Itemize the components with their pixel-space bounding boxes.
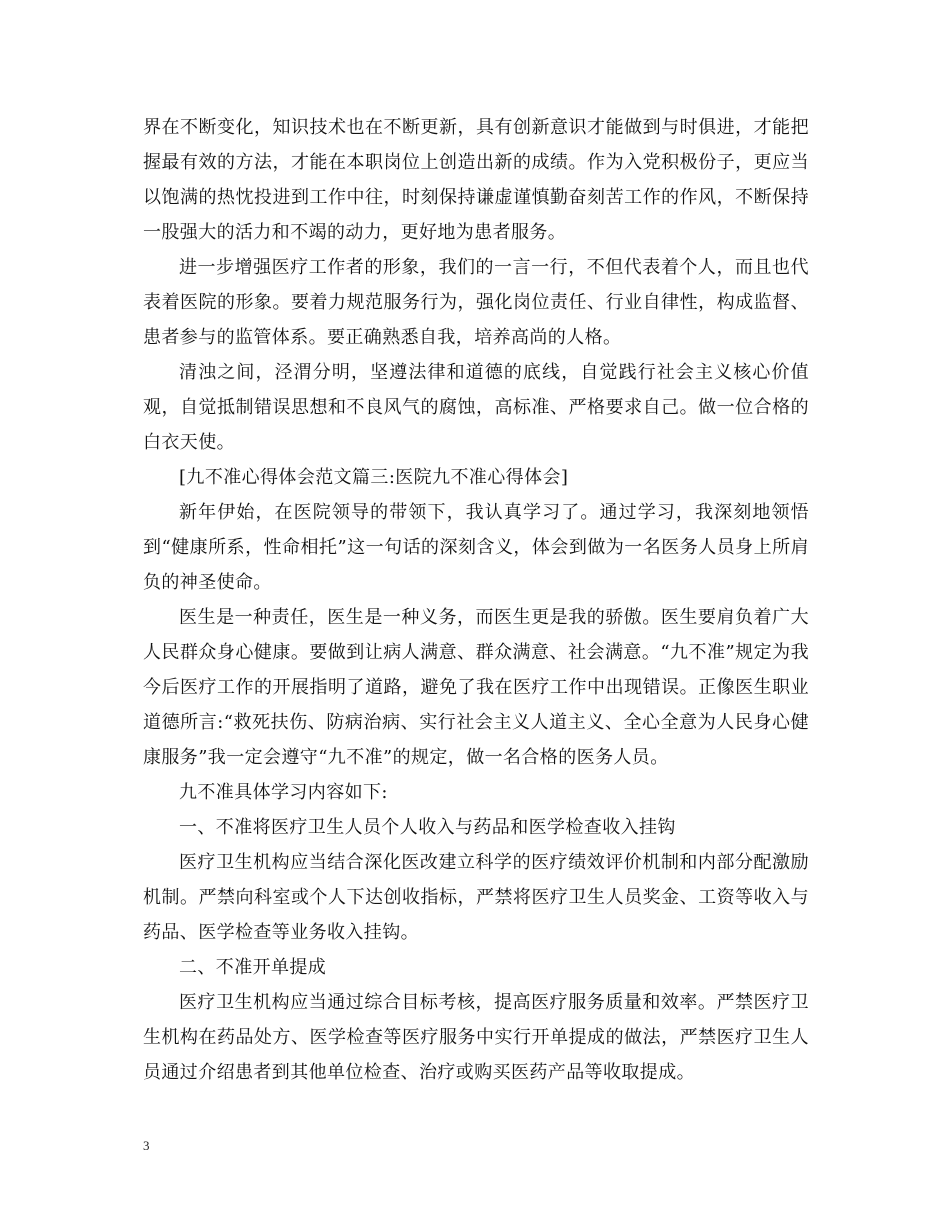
page-number: 3 (143, 1138, 150, 1153)
document-body (143, 110, 809, 1090)
rule-heading-two: 二、不准开单提成 (179, 957, 327, 978)
paragraph-doctor-responsibility: 医生是一种责任，医生是一种义务，而医生更是我的骄傲。医生要肩负着广大人民群众身心健康。要做到让病人满意、群众满意、社会满意。“九不准”规定为我今后医疗工作的开展指明了道路，避免了我在医疗工作中出现错误。正像医生职业道德所言:“救死扶伤、防病治病、实行社会主义人道主义、全心全意为人民身心健康服务”我一定会遵守“九不准”的规定，做一名合格的医务人员。 (143, 607, 809, 768)
paragraph-medical-image: 进一步增强医疗工作者的形象，我们的一言一行，不但代表着个人，而且也代表着医院的形象。要着力规范服务行为，强化岗位责任、行业自律性，构成监督、患者参与的监管体系。要正确熟悉自我，培养高尚的人格。 (143, 257, 809, 348)
paragraph-continuation: 界在不断变化，知识技术也在不断更新，具有创新意识才能做到与时俱进，才能把握最有效的方法，才能在本职岗位上创造出新的成绩。作为入党积极份子，更应当以饱满的热忱投进到工作中往，时刻保持谦虚谨慎勤奋刻苦工作的作风，不断保持一股强大的活力和不竭的动力，更好地为患者服务。 (143, 117, 809, 243)
section-heading: [九不准心得体会范文篇三:医院九不准心得体会] (179, 467, 569, 488)
paragraph-new-year-study: 新年伊始，在医院领导的带领下，我认真学习了。通过学习，我深刻地领悟到“健康所系，性命相托”这一句话的深刻含义，体会到做为一名医务人员身上所肩负的神圣使命。 (143, 502, 809, 593)
paragraph-rule-one: 医疗卫生机构应当结合深化医改建立科学的医疗绩效评价机制和内部分配激励机制。严禁向科室或个人下达创收指标，严禁将医疗卫生人员奖金、工资等收入与药品、医学检查等业务收入挂钩。 (143, 852, 809, 943)
paragraph-integrity: 清浊之间，泾渭分明，坚遵法律和道德的底线，自觉践行社会主义核心价值观，自觉抵制错误思想和不良风气的腐蚀，高标准、严格要求自己。做一位合格的白衣天使。 (143, 362, 809, 453)
rule-heading-one: 一、不准将医疗卫生人员个人收入与药品和医学检查收入挂钩 (179, 817, 676, 838)
paragraph-rule-two: 医疗卫生机构应当通过综合目标考核，提高医疗服务质量和效率。严禁医疗卫生机构在药品处方、医学检查等医疗服务中实行开单提成的做法，严禁医疗卫生人员通过介绍患者到其他单位检查、治疗或购买医药产品等收取提成。 (143, 992, 809, 1083)
paragraph-study-content-intro: 九不准具体学习内容如下: (179, 782, 388, 803)
